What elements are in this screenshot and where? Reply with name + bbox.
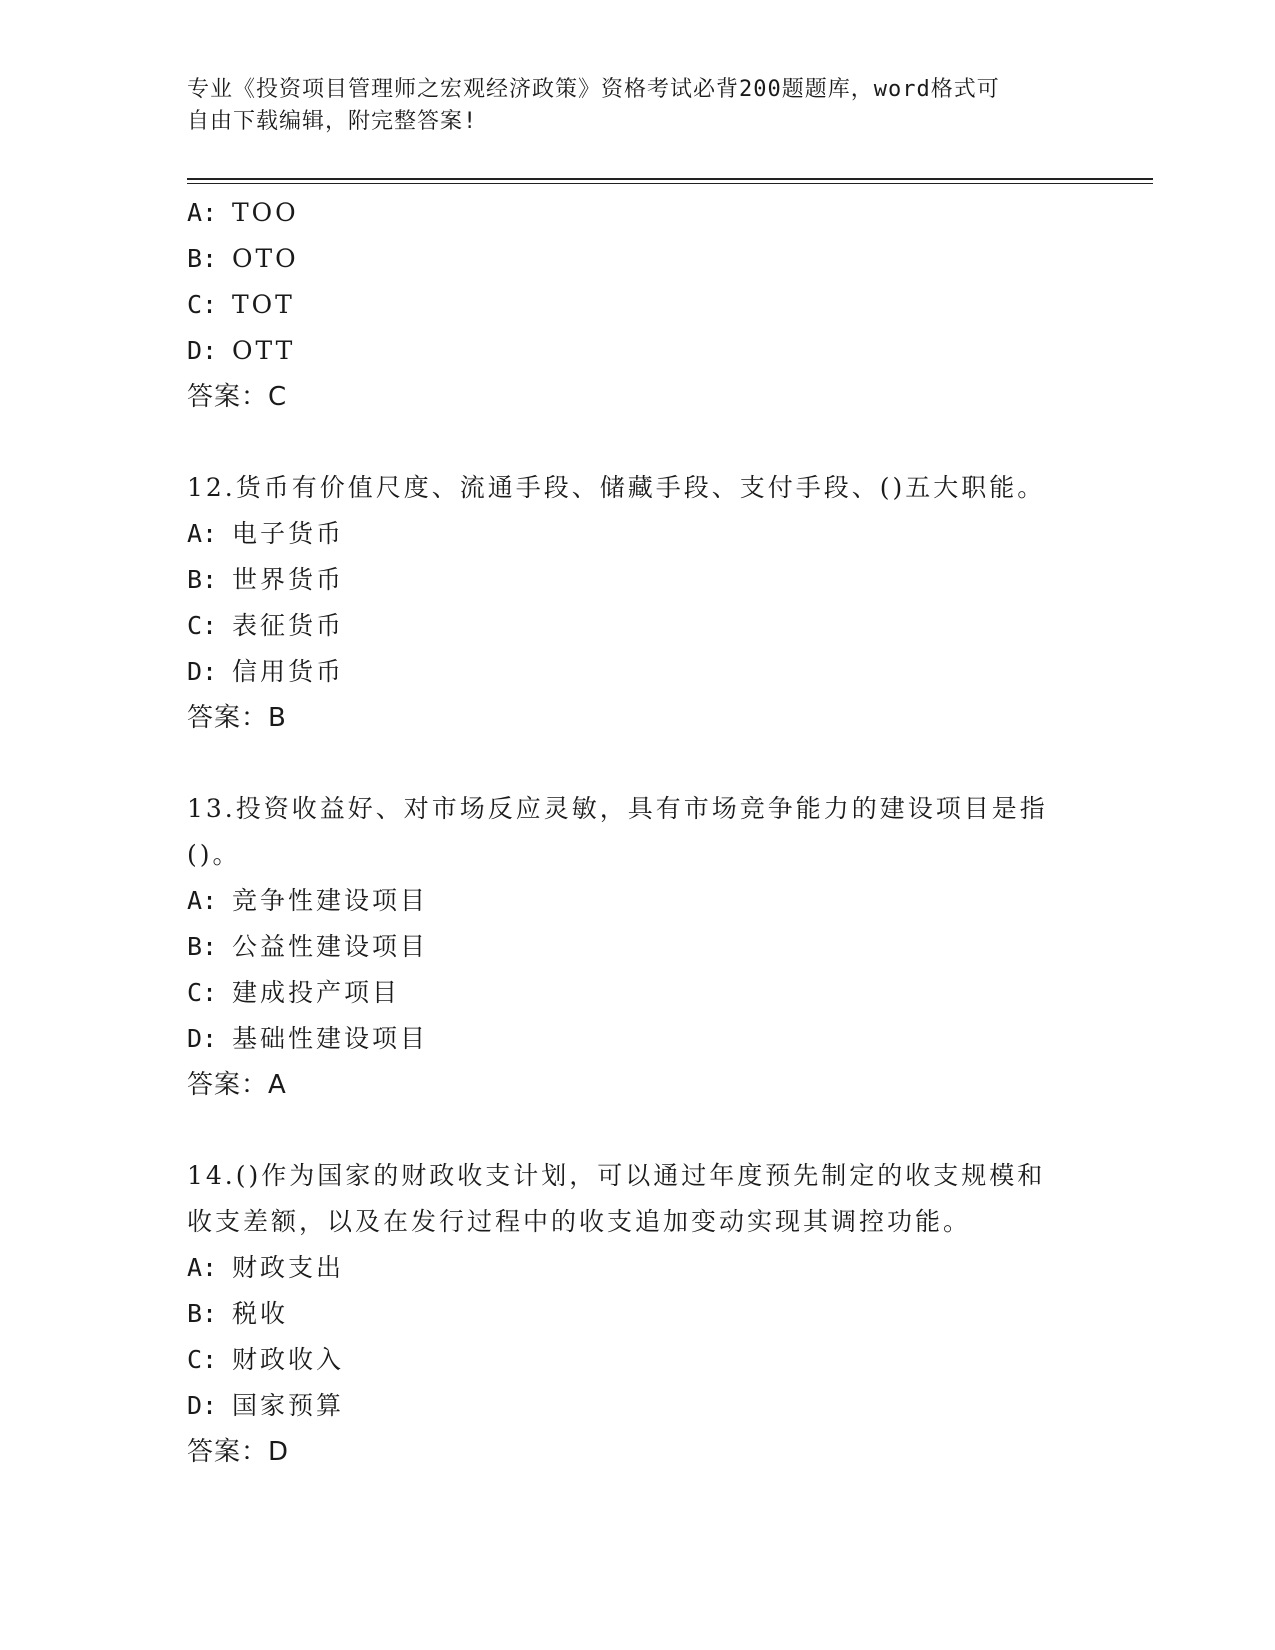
header-line-2: 自由下载编辑，附完整答案!	[187, 109, 478, 134]
question-stem-line-2: 收支差额，以及在发行过程中的收支追加变动实现其调控功能。	[187, 1207, 972, 1236]
question-14	[187, 1153, 1087, 1475]
answer-line: 答案：B	[187, 703, 287, 733]
question-stem-line-1: 12.货币有价值尺度、流通手段、储藏手段、支付手段、()五大职能。	[187, 473, 1046, 502]
option-c: C: 财政收入	[187, 1345, 345, 1374]
option-c: C: 表征货币	[187, 611, 345, 640]
question-11-continued	[187, 190, 1087, 420]
option-b: B: OTO	[187, 244, 299, 273]
answer-line: 答案：D	[187, 1437, 290, 1467]
option-c: C: 建成投产项目	[187, 978, 401, 1007]
question-stem-line-1: 13.投资收益好、对市场反应灵敏，具有市场竞争能力的建设项目是指	[187, 794, 1048, 823]
question-stem	[187, 465, 1067, 511]
question-stem-line-1: 14.()作为国家的财政收支计划，可以通过年度预先制定的收支规模和	[187, 1161, 1046, 1190]
option-b: B: 公益性建设项目	[187, 932, 429, 961]
option-c: C: TOT	[187, 290, 295, 319]
answer-line: 答案：C	[187, 382, 288, 412]
option-a: A: 财政支出	[187, 1253, 345, 1282]
option-d: D: 国家预算	[187, 1391, 345, 1420]
question-12	[187, 465, 1087, 741]
header-divider-thin	[187, 183, 1153, 184]
document-header	[187, 74, 1067, 138]
question-stem-line-2: ()。	[187, 840, 241, 869]
question-13	[187, 786, 1087, 1108]
answer-line: 答案：A	[187, 1070, 287, 1100]
question-stem	[187, 786, 1067, 878]
option-d: D: 基础性建设项目	[187, 1024, 429, 1053]
option-d: D: 信用货币	[187, 657, 345, 686]
option-a: A: TOO	[187, 198, 299, 227]
option-b: B: 税收	[187, 1299, 289, 1328]
question-list	[187, 190, 1087, 1475]
option-d: D: OTT	[187, 336, 296, 365]
question-stem	[187, 1153, 1067, 1245]
header-divider-thick	[187, 178, 1153, 180]
option-b: B: 世界货币	[187, 565, 345, 594]
option-a: A: 竞争性建设项目	[187, 886, 429, 915]
header-line-1: 专业《投资项目管理师之宏观经济政策》资格考试必背200题题库，word格式可	[187, 77, 1000, 102]
option-a: A: 电子货币	[187, 519, 345, 548]
